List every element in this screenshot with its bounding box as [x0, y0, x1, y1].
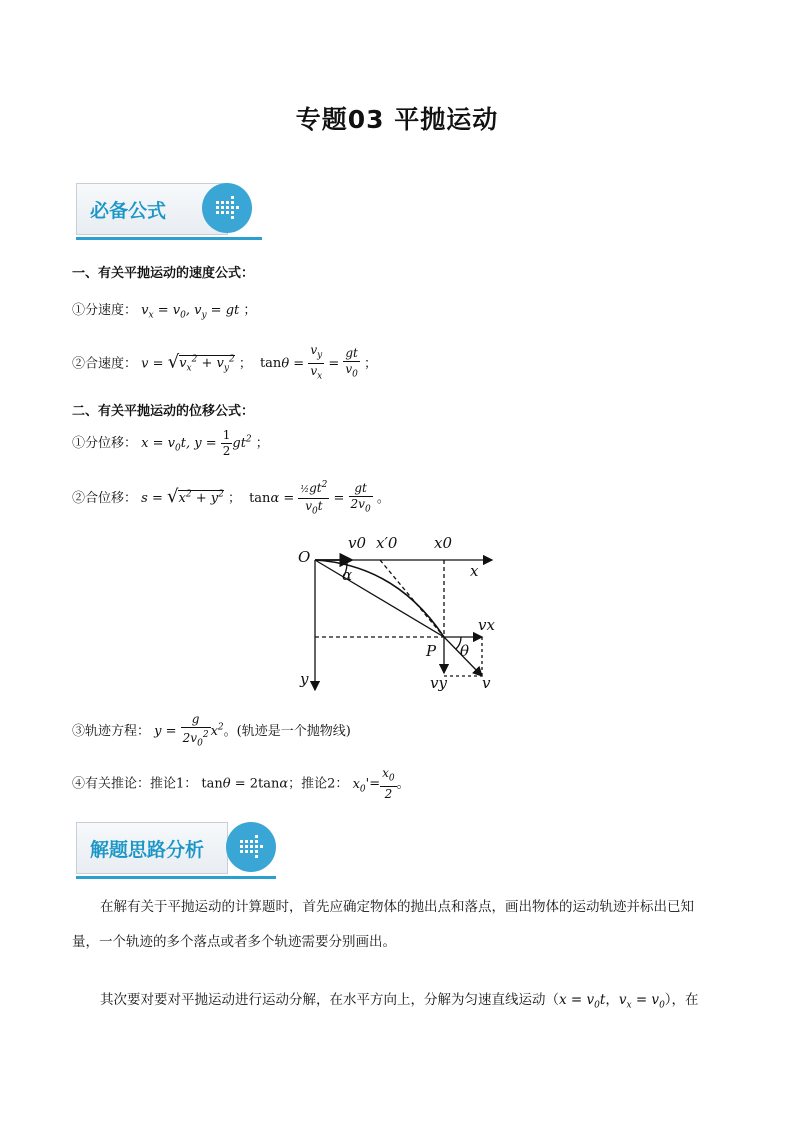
- grid-icon: [226, 822, 276, 872]
- label-v: v: [482, 674, 491, 692]
- projectile-diagram: [296, 530, 506, 698]
- section-banner-analysis: [76, 822, 266, 884]
- label: ①分速度：: [72, 303, 138, 318]
- label-O: O: [298, 548, 311, 566]
- trajectory-line: ③轨迹方程： y = $\frac{g}{2v_0^2}$ $x^2$。(轨迹是一个抛物线): [72, 712, 351, 749]
- displacement-heading: 二、有关平抛运动的位移公式：: [72, 404, 255, 419]
- label-P: P: [426, 642, 437, 660]
- inference-second: ；推论2：: [288, 776, 349, 792]
- label-alpha: α: [342, 566, 353, 584]
- paragraph-1-line-1: 在解有关于平抛运动的计算题时，首先应确定物体的抛出点和落点，画出物体的运动轨迹并标出已知: [100, 899, 694, 915]
- label-y: y: [300, 670, 309, 688]
- banner-label: 解题思路分析: [90, 839, 205, 861]
- label: ②合位移：: [72, 491, 138, 507]
- label-vx: vx: [478, 616, 495, 634]
- label: ①分位移：: [72, 436, 138, 451]
- label-theta: θ: [460, 642, 470, 660]
- paragraph-1-line-2: 量，一个轨迹的多个落点或者多个轨迹需要分别画出。: [72, 934, 396, 950]
- inference-line: ④有关推论：推论1： tanθ = 2tanα；推论2： $x_0'=$ $\frac{x_0}{2}$ 。: [72, 766, 410, 802]
- section-banner-formulas: [76, 183, 266, 245]
- velocity-heading: 一、有关平抛运动的速度公式：: [72, 266, 255, 281]
- label-v0: v0: [348, 534, 367, 552]
- label-x0: x0: [434, 534, 453, 552]
- velocity-component-line: ①分速度： $v_x = v_0$, $v_y$ = gt ；: [72, 303, 257, 321]
- displacement-combined-line: ②合位移： $s = √x^2 + y^2$ ； tanα = $\frac{\frac{1}{2}gt^2}{v_0t}$ = $\frac{gt}{2v_0}$ 。: [72, 480, 390, 517]
- page-title: 专题03 平抛运动: [295, 105, 499, 134]
- label-x: x: [470, 562, 479, 580]
- grid-icon: [202, 183, 252, 233]
- velocity-combined-line: ②合速度： $v = √v_x^2 + v_y^2$ ； tanθ = $\frac{v_y}{v_x}$ = $\frac{gt}{v_0}$ ；: [72, 343, 378, 382]
- trajectory-note: 。(轨迹是一个抛物线): [223, 724, 351, 740]
- paragraph-1: [72, 892, 722, 922]
- label: ②合速度：: [72, 356, 138, 372]
- label-x0prime: x′0: [376, 534, 398, 552]
- banner-label: 必备公式: [90, 200, 167, 222]
- paragraph-2: 其次要对要对平抛运动进行运动分解，在水平方向上，分解为匀速直线运动（$x = v_0t$，$v_x = v_0$），在: [100, 992, 699, 1011]
- label-vy: vy: [430, 674, 447, 692]
- displacement-component-line: ①分位移： $x = v_0t$, y = $\frac{1}{2}$ $gt^2$ ；: [72, 428, 269, 458]
- paragraph-2-text: 其次要对要对平抛运动进行运动分解，在水平方向上，分解为匀速直线运动（: [100, 992, 559, 1008]
- label: ④有关推论：推论1：: [72, 776, 198, 792]
- paragraph-2-end: ），在: [664, 992, 699, 1008]
- label: ③轨迹方程：: [72, 724, 151, 740]
